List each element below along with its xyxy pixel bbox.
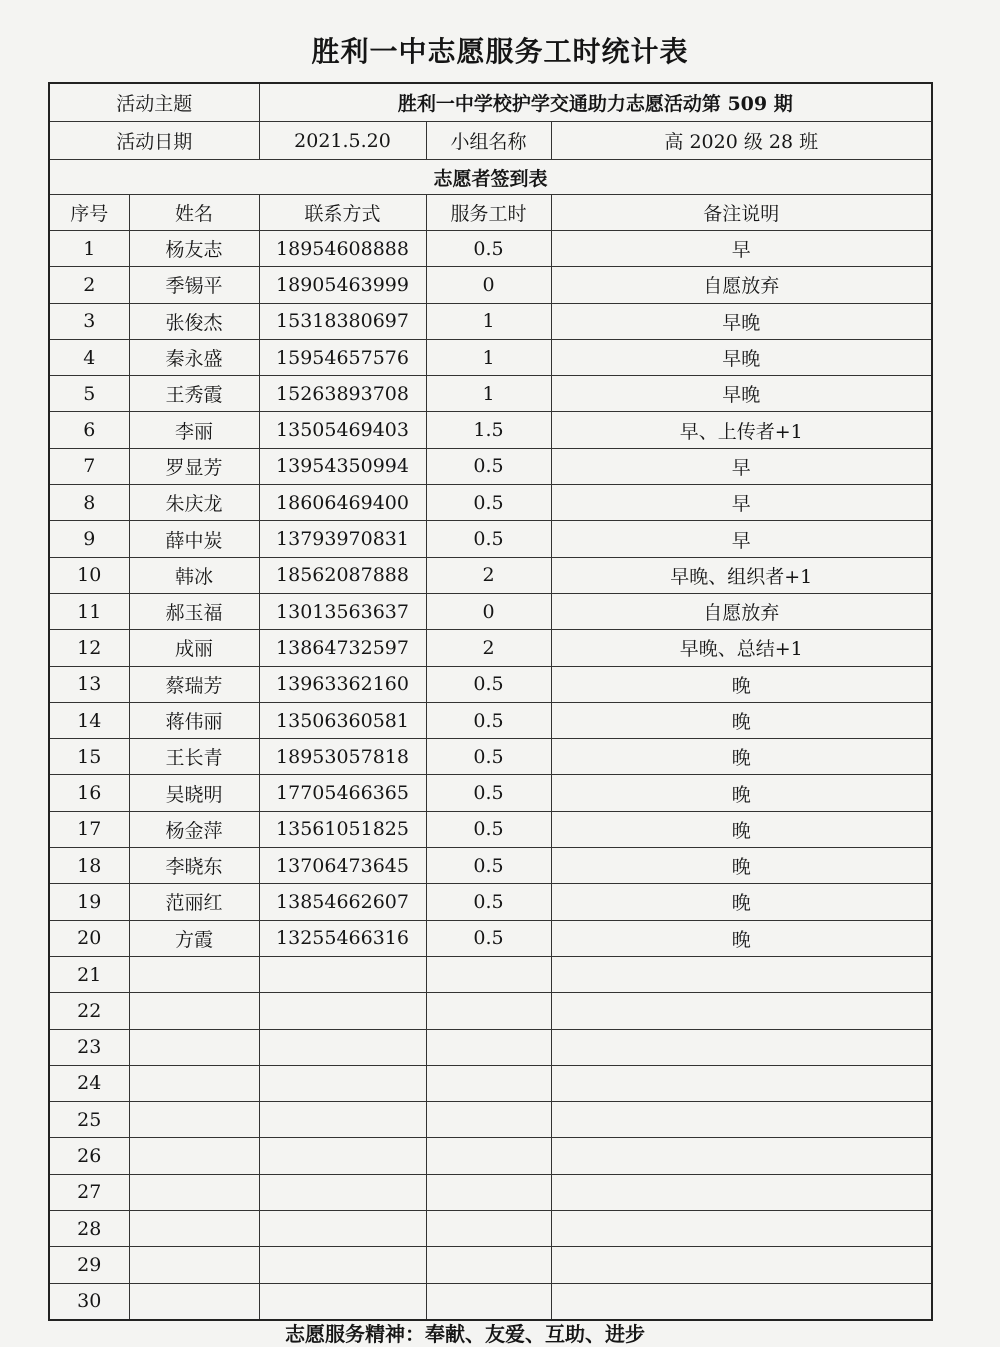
date-group-row [49,122,932,160]
table-row [49,739,932,775]
cell-remark [551,993,932,1029]
cell-index: 23 [49,1029,129,1065]
table-row [49,1138,932,1174]
cell-contact: 13506360581 [259,702,426,738]
cell-hours: 0.5 [426,739,551,775]
cell-name: 吴晓明 [129,775,259,811]
cell-remark [551,956,932,992]
cell-contact: 15318380697 [259,303,426,339]
date-label: 活动日期 [49,122,259,160]
cell-hours [426,1211,551,1247]
cell-name: 李丽 [129,412,259,448]
table-row [49,1211,932,1247]
cell-index: 25 [49,1102,129,1138]
cell-hours [426,1247,551,1283]
table-row [49,775,932,811]
cell-contact: 13793970831 [259,521,426,557]
table-row [49,702,932,738]
cell-index: 28 [49,1211,129,1247]
cell-remark: 自愿放弃 [551,593,932,629]
cell-hours: 0.5 [426,485,551,521]
cell-index: 16 [49,775,129,811]
group-value: 高 2020 级 28 班 [551,122,932,160]
cell-name [129,1138,259,1174]
date-value: 2021.5.20 [259,122,426,160]
cell-contact: 13706473645 [259,848,426,884]
cell-remark: 自愿放弃 [551,267,932,303]
cell-hours: 0 [426,593,551,629]
cell-remark: 早晚 [551,303,932,339]
cell-contact: 15263893708 [259,376,426,412]
table-row [49,339,932,375]
cell-remark [551,1029,932,1065]
theme-label: 活动主题 [49,83,259,122]
cell-hours [426,956,551,992]
cell-index: 22 [49,993,129,1029]
header-contact: 联系方式 [259,195,426,231]
cell-name: 杨金萍 [129,811,259,847]
header-name: 姓名 [129,195,259,231]
cell-hours: 0.5 [426,920,551,956]
footer-text: 志愿服务精神：奉献、友爱、互助、进步 [285,1322,645,1346]
cell-remark [551,1211,932,1247]
cell-remark: 早 [551,448,932,484]
cell-hours: 0.5 [426,231,551,267]
table-row [49,557,932,593]
cell-name: 蒋伟丽 [129,702,259,738]
table-row [49,412,932,448]
cell-hours [426,1138,551,1174]
cell-name: 郝玉福 [129,593,259,629]
cell-name: 方霞 [129,920,259,956]
cell-remark: 晚 [551,666,932,702]
table-row [49,630,932,666]
cell-contact: 15954657576 [259,339,426,375]
cell-remark: 晚 [551,811,932,847]
cell-remark: 早晚 [551,339,932,375]
header-index: 序号 [49,195,129,231]
cell-name: 季锡平 [129,267,259,303]
cell-hours: 0.5 [426,448,551,484]
header-remark: 备注说明 [551,195,932,231]
table-row [49,993,932,1029]
cell-name: 薛中炭 [129,521,259,557]
cell-index: 19 [49,884,129,920]
cell-name: 张俊杰 [129,303,259,339]
page-title: 胜利一中志愿服务工时统计表 [311,35,689,68]
cell-hours: 2 [426,557,551,593]
table-row [49,1029,932,1065]
cell-index: 2 [49,267,129,303]
cell-contact [259,1283,426,1320]
cell-name [129,956,259,992]
cell-name: 杨友志 [129,231,259,267]
cell-index: 10 [49,557,129,593]
cell-name [129,1211,259,1247]
cell-hours [426,1065,551,1101]
cell-index: 7 [49,448,129,484]
signin-title: 志愿者签到表 [49,160,932,195]
cell-index: 14 [49,702,129,738]
cell-contact: 18905463999 [259,267,426,303]
table-row [49,1102,932,1138]
cell-index: 29 [49,1247,129,1283]
cell-remark: 晚 [551,702,932,738]
table-row [49,485,932,521]
table-row [49,956,932,992]
cell-remark: 早 [551,231,932,267]
cell-hours: 1.5 [426,412,551,448]
table-row [49,267,932,303]
cell-hours: 1 [426,376,551,412]
cell-hours: 0.5 [426,775,551,811]
table-row [49,1247,932,1283]
cell-name [129,1029,259,1065]
cell-hours [426,1283,551,1320]
cell-contact [259,1065,426,1101]
cell-contact: 18953057818 [259,739,426,775]
cell-hours: 0.5 [426,666,551,702]
cell-name: 王长青 [129,739,259,775]
cell-index: 15 [49,739,129,775]
cell-remark: 晚 [551,920,932,956]
cell-hours: 0.5 [426,848,551,884]
signin-title-row [49,160,932,195]
cell-remark: 早 [551,521,932,557]
cell-remark: 晚 [551,884,932,920]
cell-remark: 早晚 [551,376,932,412]
table-row [49,1174,932,1210]
cell-remark [551,1065,932,1101]
cell-contact: 18954608888 [259,231,426,267]
cell-name [129,1174,259,1210]
cell-name: 朱庆龙 [129,485,259,521]
theme-row [49,83,932,122]
cell-name: 王秀霞 [129,376,259,412]
cell-index: 24 [49,1065,129,1101]
table-row [49,593,932,629]
cell-remark: 晚 [551,739,932,775]
cell-contact: 13255466316 [259,920,426,956]
cell-remark: 早晚、组织者+1 [551,557,932,593]
cell-contact: 17705466365 [259,775,426,811]
cell-index: 13 [49,666,129,702]
cell-hours: 0.5 [426,521,551,557]
cell-contact [259,1211,426,1247]
cell-hours: 1 [426,303,551,339]
cell-hours [426,1029,551,1065]
table-row [49,666,932,702]
cell-index: 21 [49,956,129,992]
table-row [49,884,932,920]
table-row [49,1283,932,1320]
cell-remark: 早、上传者+1 [551,412,932,448]
cell-name [129,1283,259,1320]
cell-hours: 0.5 [426,884,551,920]
cell-index: 18 [49,848,129,884]
cell-remark: 晚 [551,848,932,884]
cell-remark: 晚 [551,775,932,811]
cell-remark [551,1102,932,1138]
cell-contact: 13505469403 [259,412,426,448]
cell-index: 1 [49,231,129,267]
volunteer-hours-table [48,82,933,1321]
cell-contact [259,956,426,992]
cell-remark [551,1283,932,1320]
table-header [49,195,932,231]
cell-name: 秦永盛 [129,339,259,375]
cell-contact: 18562087888 [259,557,426,593]
cell-contact [259,1029,426,1065]
cell-contact: 18606469400 [259,485,426,521]
theme-value: 胜利一中学校护学交通助力志愿活动第 509 期 [259,83,932,122]
cell-index: 26 [49,1138,129,1174]
group-label: 小组名称 [426,122,551,160]
cell-name [129,1065,259,1101]
cell-contact [259,993,426,1029]
cell-hours: 0.5 [426,811,551,847]
cell-index: 11 [49,593,129,629]
cell-remark: 早 [551,485,932,521]
cell-hours: 0 [426,267,551,303]
header-hours: 服务工时 [426,195,551,231]
cell-remark [551,1174,932,1210]
cell-index: 6 [49,412,129,448]
cell-name: 李晓东 [129,848,259,884]
cell-name: 成丽 [129,630,259,666]
table-row [49,1065,932,1101]
table-row [49,848,932,884]
cell-remark [551,1247,932,1283]
cell-remark: 早晚、总结+1 [551,630,932,666]
cell-hours [426,1102,551,1138]
cell-contact: 13963362160 [259,666,426,702]
table-row [49,448,932,484]
table-row [49,920,932,956]
cell-name [129,1247,259,1283]
cell-index: 4 [49,339,129,375]
cell-hours [426,993,551,1029]
cell-index: 8 [49,485,129,521]
table-row [49,811,932,847]
cell-hours: 2 [426,630,551,666]
cell-index: 3 [49,303,129,339]
cell-name: 韩冰 [129,557,259,593]
table-row [49,376,932,412]
cell-hours: 1 [426,339,551,375]
cell-index: 27 [49,1174,129,1210]
cell-contact: 13954350994 [259,448,426,484]
cell-index: 20 [49,920,129,956]
cell-hours: 0.5 [426,702,551,738]
cell-contact: 13561051825 [259,811,426,847]
table-row [49,231,932,267]
cell-contact [259,1247,426,1283]
cell-name: 罗显芳 [129,448,259,484]
cell-index: 5 [49,376,129,412]
cell-hours [426,1174,551,1210]
cell-index: 9 [49,521,129,557]
table-row [49,303,932,339]
cell-contact [259,1138,426,1174]
cell-contact [259,1102,426,1138]
cell-contact: 13013563637 [259,593,426,629]
cell-name [129,993,259,1029]
cell-contact: 13854662607 [259,884,426,920]
cell-name: 蔡瑞芳 [129,666,259,702]
cell-index: 30 [49,1283,129,1320]
cell-contact: 13864732597 [259,630,426,666]
cell-index: 12 [49,630,129,666]
cell-remark [551,1138,932,1174]
cell-index: 17 [49,811,129,847]
cell-contact [259,1174,426,1210]
cell-name [129,1102,259,1138]
cell-name: 范丽红 [129,884,259,920]
table-row [49,521,932,557]
